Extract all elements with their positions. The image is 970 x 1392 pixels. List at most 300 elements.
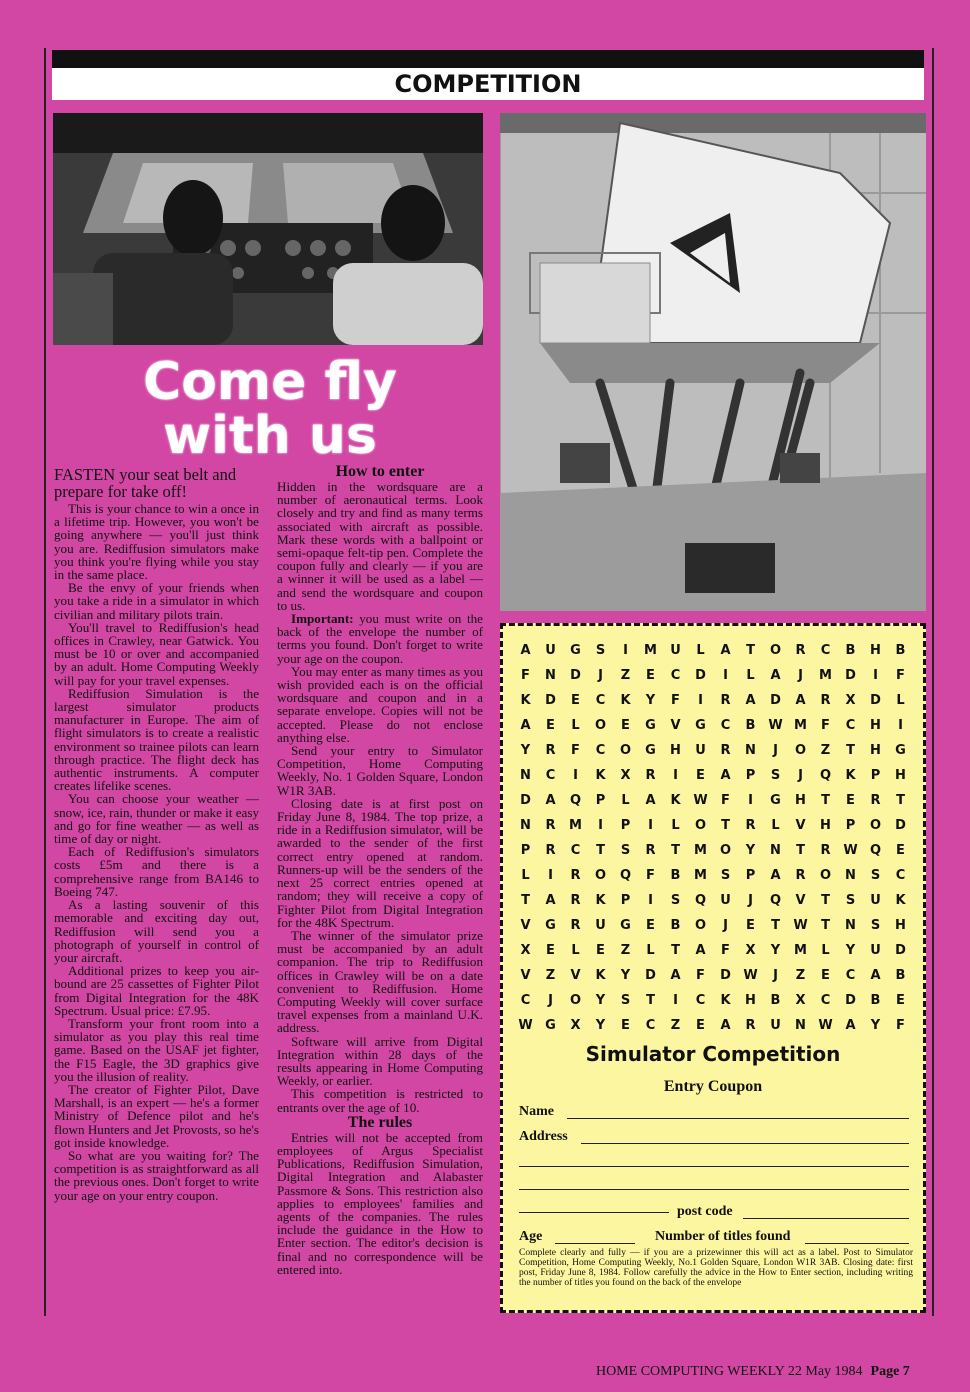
wordsquare-cell[interactable]: Z bbox=[795, 968, 806, 983]
wordsquare-cell[interactable]: F bbox=[896, 668, 905, 683]
wordsquare-cell[interactable]: G bbox=[695, 718, 706, 733]
wordsquare-cell[interactable]: C bbox=[570, 843, 581, 858]
wordsquare-cell[interactable]: S bbox=[720, 868, 731, 883]
wordsquare-cell[interactable]: E bbox=[621, 718, 630, 733]
body-paragraph: Entries will not be accepted from employees of Argus Specialist Publications, Rediffusion Simulation, Digital Integration and Alabaster Passmore & Sons. This restriction also applies to employees' families and agents of the companies. The rules include the guidance in the How to Enter section. The editor's decision is final and no correspondence will be entered into. bbox=[277, 1129, 483, 1277]
wordsquare-cell[interactable]: T bbox=[671, 843, 680, 858]
wordsquare-cell[interactable]: I bbox=[648, 818, 653, 833]
important-paragraph bbox=[277, 612, 483, 665]
wordsquare-cell[interactable]: K bbox=[895, 893, 906, 908]
wordsquare-cell[interactable]: F bbox=[821, 718, 830, 733]
wordsquare-cell[interactable]: X bbox=[745, 943, 756, 958]
wordsquare-cell[interactable]: R bbox=[645, 843, 656, 858]
wordsquare-cell[interactable]: H bbox=[795, 793, 806, 808]
wordsquare-cell[interactable]: L bbox=[821, 943, 830, 958]
wordsquare-cell[interactable]: L bbox=[671, 818, 680, 833]
wordsquare-cell[interactable]: O bbox=[819, 868, 832, 883]
titles-found-label: Number of titles found bbox=[655, 1229, 791, 1244]
wordsquare-cell[interactable]: C bbox=[645, 1018, 656, 1033]
publication-line: HOME COMPUTING WEEKLY 22 May 1984 bbox=[596, 1364, 863, 1379]
wordsquare-cell[interactable]: N bbox=[545, 668, 556, 683]
wordsquare-cell[interactable]: R bbox=[795, 643, 806, 658]
wordsquare-cell[interactable]: U bbox=[595, 918, 606, 933]
wordsquare-cell[interactable]: V bbox=[795, 818, 806, 833]
wordsquare-cell[interactable]: R bbox=[795, 868, 806, 883]
wordsquare-row bbox=[513, 863, 913, 888]
wordsquare-cell[interactable]: E bbox=[896, 993, 905, 1008]
wordsquare-cell[interactable]: R bbox=[570, 918, 581, 933]
wordsquare-cell[interactable]: K bbox=[720, 993, 731, 1008]
wordsquare-cell[interactable]: I bbox=[548, 868, 553, 883]
wordsquare-cell[interactable]: E bbox=[846, 793, 855, 808]
wordsquare-cell[interactable]: O bbox=[569, 993, 582, 1008]
wordsquare-cell[interactable]: O bbox=[694, 818, 707, 833]
wordsquare-cell[interactable]: I bbox=[623, 643, 628, 658]
wordsquare-cell[interactable]: V bbox=[520, 968, 531, 983]
wordsquare-cell[interactable]: F bbox=[696, 968, 705, 983]
wordsquare-cell[interactable]: Z bbox=[820, 743, 831, 758]
address-label: Address bbox=[519, 1129, 568, 1144]
wordsquare-cell[interactable]: K bbox=[595, 968, 606, 983]
wordsquare-cell[interactable]: O bbox=[869, 818, 882, 833]
wordsquare-cell[interactable]: I bbox=[873, 668, 878, 683]
wordsquare-cell[interactable]: D bbox=[570, 668, 581, 683]
wordsquare-cell[interactable]: Q bbox=[619, 868, 632, 883]
wordsquare-cell[interactable]: Y bbox=[595, 1018, 606, 1033]
wordsquare-cell[interactable]: N bbox=[845, 868, 856, 883]
wordsquare-cell[interactable]: K bbox=[620, 693, 631, 708]
wordsquare-cell[interactable]: T bbox=[771, 918, 780, 933]
wordsquare-cell[interactable]: L bbox=[746, 668, 755, 683]
wordsquare-cell[interactable]: E bbox=[646, 668, 655, 683]
wordsquare-cell[interactable]: U bbox=[720, 893, 731, 908]
wordsquare-cell[interactable]: B bbox=[670, 868, 681, 883]
wordsquare-cell[interactable]: B bbox=[870, 993, 881, 1008]
body-paragraph: You can choose your weather — snow, ice, rain, thunder or make it easy and go for fine weather — as well as time of day or night. bbox=[54, 791, 259, 847]
wordsquare-row bbox=[513, 738, 913, 763]
wordsquare-cell[interactable]: B bbox=[895, 643, 906, 658]
wordsquare-cell[interactable]: P bbox=[745, 768, 756, 783]
wordsquare-cell[interactable]: O bbox=[719, 843, 732, 858]
wordsquare-cell[interactable]: P bbox=[620, 893, 631, 908]
wordsquare-cell[interactable]: I bbox=[748, 793, 753, 808]
body-paragraph: Send your entry to Simulator Competition, Home Computing Weekly, No. 1 Golden Square, London W1R 3AB. bbox=[277, 743, 483, 798]
wordsquare-cell[interactable]: A bbox=[720, 1018, 731, 1033]
wordsquare-cell[interactable]: M bbox=[694, 843, 707, 858]
wordsquare-cell[interactable]: Y bbox=[745, 843, 756, 858]
wordsquare-cell[interactable]: K bbox=[520, 693, 531, 708]
wordsquare-cell[interactable]: T bbox=[896, 793, 905, 808]
header-bar bbox=[52, 50, 924, 68]
wordsquare-cell[interactable]: K bbox=[845, 768, 856, 783]
wordsquare-row bbox=[513, 813, 913, 838]
wordsquare-cell[interactable]: M bbox=[794, 943, 807, 958]
wordsquare-cell[interactable]: S bbox=[770, 768, 781, 783]
wordsquare-row bbox=[513, 688, 913, 713]
wordsquare-cell[interactable]: Q bbox=[769, 893, 782, 908]
wordsquare-cell[interactable]: O bbox=[694, 918, 707, 933]
wordsquare-cell[interactable]: W bbox=[843, 843, 858, 858]
titles-found-field[interactable] bbox=[805, 1243, 909, 1244]
wordsquare-cell[interactable]: N bbox=[770, 843, 781, 858]
wordsquare-cell[interactable]: U bbox=[695, 743, 706, 758]
wordsquare-cell[interactable]: V bbox=[570, 968, 581, 983]
wordsquare-cell[interactable]: D bbox=[895, 818, 906, 833]
wordsquare-cell[interactable]: Z bbox=[670, 1018, 681, 1033]
wordsquare-cell[interactable]: F bbox=[896, 1018, 905, 1033]
wordsquare-cell[interactable]: L bbox=[646, 943, 655, 958]
wordsquare-cell[interactable]: T bbox=[821, 893, 830, 908]
wordsquare-cell[interactable]: R bbox=[570, 868, 581, 883]
wordsquare-cell[interactable]: M bbox=[794, 718, 807, 733]
wordsquare-cell[interactable]: D bbox=[520, 793, 531, 808]
body-paragraph: Hidden in the wordsquare are a number of aeronautical terms. Look closely and try and find as many terms associated with aircraft as possible. Mark these words with a ballpoint or semi-opaque felt-tip pen. Complete the coupon fully and clearly — if you are a winner it will be used as a label — and send the wordsquare and coupon to us. bbox=[277, 479, 483, 613]
wordsquare-cell[interactable]: G bbox=[570, 643, 581, 658]
wordsquare-cell[interactable]: N bbox=[795, 1018, 806, 1033]
wordsquare-grid[interactable] bbox=[513, 638, 913, 1038]
wordsquare-cell[interactable]: O bbox=[594, 718, 607, 733]
wordsquare-cell[interactable]: P bbox=[870, 768, 881, 783]
body-paragraph: Closing date is at first post on Friday June 8, 1984. The top prize, a ride in a Rediffusion simulator, will be awarded to the sender of the first correct entry opened at random. Runners-up will be the senders of the next 25 correct entries opened at random; they will receive a copy of Fighter Pilot from Digital Integration for the 48K Spectrum. bbox=[277, 795, 483, 930]
age-field[interactable] bbox=[555, 1243, 635, 1244]
wordsquare-cell[interactable]: D bbox=[645, 968, 656, 983]
wordsquare-cell[interactable]: O bbox=[794, 743, 807, 758]
wordsquare-cell[interactable]: C bbox=[520, 993, 531, 1008]
wordsquare-cell[interactable]: I bbox=[673, 993, 678, 1008]
wordsquare-cell[interactable]: J bbox=[598, 668, 603, 683]
wordsquare-cell[interactable]: R bbox=[745, 818, 756, 833]
wordsquare-cell[interactable]: L bbox=[571, 718, 580, 733]
wordsquare-cell[interactable]: D bbox=[845, 993, 856, 1008]
address-field-line-3[interactable] bbox=[519, 1189, 909, 1190]
wordsquare-cell[interactable]: U bbox=[870, 943, 881, 958]
wordsquare-cell[interactable]: A bbox=[545, 893, 556, 908]
wordsquare-cell[interactable]: D bbox=[770, 693, 781, 708]
wordsquare-cell[interactable]: G bbox=[645, 743, 656, 758]
wordsquare-cell[interactable]: A bbox=[720, 643, 731, 658]
wordsquare-cell[interactable]: S bbox=[670, 893, 681, 908]
wordsquare-cell[interactable]: E bbox=[621, 1018, 630, 1033]
wordsquare-cell[interactable]: B bbox=[895, 968, 906, 983]
wordsquare-cell[interactable]: C bbox=[845, 968, 856, 983]
important-label: Important: bbox=[291, 611, 354, 627]
wordsquare-cell[interactable]: F bbox=[521, 668, 530, 683]
wordsquare-cell[interactable]: L bbox=[521, 868, 530, 883]
wordsquare-cell[interactable]: R bbox=[570, 893, 581, 908]
wordsquare-cell[interactable]: D bbox=[695, 668, 706, 683]
wordsquare-cell[interactable]: A bbox=[520, 643, 531, 658]
wordsquare-cell[interactable]: Q bbox=[819, 768, 832, 783]
wordsquare-cell[interactable]: F bbox=[721, 943, 730, 958]
wordsquare-cell[interactable]: G bbox=[545, 1018, 556, 1033]
wordsquare-cell[interactable]: F bbox=[646, 868, 655, 883]
wordsquare-cell[interactable]: E bbox=[896, 843, 905, 858]
wordsquare-cell[interactable]: B bbox=[770, 993, 781, 1008]
wordsquare-cell[interactable]: A bbox=[545, 793, 556, 808]
body-paragraph: So what are you waiting for? The competition is as straightforward as all the previous ones. Don't forget to write your age on your entry coupon. bbox=[54, 1147, 259, 1203]
wordsquare-cell[interactable]: F bbox=[671, 693, 680, 708]
wordsquare-cell[interactable]: Q bbox=[569, 793, 582, 808]
wordsquare-cell[interactable]: C bbox=[895, 868, 906, 883]
wordsquare-cell[interactable]: C bbox=[720, 718, 731, 733]
wordsquare-cell[interactable]: X bbox=[620, 768, 631, 783]
wordsquare-cell[interactable]: C bbox=[545, 768, 556, 783]
wordsquare-cell[interactable]: A bbox=[870, 968, 881, 983]
wordsquare-cell[interactable]: I bbox=[573, 768, 578, 783]
wordsquare-cell[interactable]: D bbox=[545, 693, 556, 708]
wordsquare-cell[interactable]: D bbox=[720, 968, 731, 983]
wordsquare-cell[interactable]: E bbox=[546, 943, 555, 958]
wordsquare-cell[interactable]: V bbox=[670, 718, 681, 733]
wordsquare-cell[interactable]: G bbox=[545, 918, 556, 933]
wordsquare-cell[interactable]: R bbox=[720, 693, 731, 708]
wordsquare-cell[interactable]: A bbox=[520, 718, 531, 733]
article-lead: FASTEN your seat belt and prepare for take off! bbox=[54, 465, 237, 501]
wordsquare-cell[interactable]: J bbox=[748, 893, 753, 908]
important-text: you must write on the back of the envelope the number of terms you found. Don't forget to write your age on the coupon. bbox=[277, 611, 483, 666]
wordsquare-cell[interactable]: H bbox=[895, 918, 906, 933]
wordsquare-cell[interactable]: T bbox=[796, 843, 805, 858]
wordsquare-cell[interactable]: J bbox=[798, 768, 803, 783]
wordsquare-cell[interactable]: U bbox=[770, 1018, 781, 1033]
wordsquare-cell[interactable]: M bbox=[644, 643, 657, 658]
wordsquare-cell[interactable]: H bbox=[870, 743, 881, 758]
wordsquare-cell[interactable]: C bbox=[820, 993, 831, 1008]
wordsquare-cell[interactable]: R bbox=[870, 793, 881, 808]
wordsquare-cell[interactable]: R bbox=[545, 818, 556, 833]
wordsquare-cell[interactable]: S bbox=[595, 643, 606, 658]
wordsquare-cell[interactable]: E bbox=[571, 693, 580, 708]
wordsquare-cell[interactable]: F bbox=[721, 793, 730, 808]
wordsquare-cell[interactable]: P bbox=[520, 843, 531, 858]
wordsquare-cell[interactable]: C bbox=[695, 993, 706, 1008]
wordsquare-cell[interactable]: K bbox=[670, 793, 681, 808]
name-field[interactable] bbox=[567, 1118, 909, 1119]
wordsquare-cell[interactable]: G bbox=[620, 918, 631, 933]
body-paragraph: As a lasting souvenir of this memorable and exciting day out, Rediffusion will send you a photograph of yourself in control of your aircraft. bbox=[54, 897, 259, 965]
wordsquare-cell[interactable]: W bbox=[518, 1018, 533, 1033]
wordsquare-cell[interactable]: A bbox=[720, 768, 731, 783]
wordsquare-row bbox=[513, 913, 913, 938]
wordsquare-cell[interactable]: T bbox=[671, 943, 680, 958]
wordsquare-cell[interactable]: C bbox=[670, 668, 681, 683]
wordsquare-cell[interactable]: J bbox=[723, 918, 728, 933]
wordsquare-cell[interactable]: T bbox=[821, 918, 830, 933]
wordsquare-cell[interactable]: T bbox=[746, 643, 755, 658]
wordsquare-cell[interactable]: L bbox=[896, 693, 905, 708]
wordsquare-cell[interactable]: E bbox=[596, 943, 605, 958]
wordsquare-cell[interactable]: S bbox=[870, 868, 881, 883]
wordsquare-cell[interactable]: T bbox=[721, 818, 730, 833]
wordsquare-cell[interactable]: V bbox=[795, 893, 806, 908]
article-column-1 bbox=[54, 466, 259, 1202]
wordsquare-cell[interactable]: Z bbox=[620, 943, 631, 958]
wordsquare-cell[interactable]: X bbox=[570, 1018, 581, 1033]
wordsquare-cell[interactable]: M bbox=[569, 818, 582, 833]
body-paragraph: The winner of the simulator prize must be accompanied by an adult companion. The trip to Rediffusion offices in Crawley will be on a date convenient to Rediffusion. Home Computing Weekly will cover surface travel expenses from a mainland U.K. address. bbox=[277, 927, 483, 1036]
wordsquare-cell[interactable]: M bbox=[819, 668, 832, 683]
wordsquare-cell[interactable]: U bbox=[870, 893, 881, 908]
wordsquare-cell[interactable]: C bbox=[820, 643, 831, 658]
wordsquare-cell[interactable]: R bbox=[645, 768, 656, 783]
coupon-title: Simulator Competition bbox=[585, 1042, 841, 1066]
wordsquare-cell[interactable]: E bbox=[546, 718, 555, 733]
wordsquare-cell[interactable]: H bbox=[870, 643, 881, 658]
wordsquare-cell[interactable]: D bbox=[895, 943, 906, 958]
wordsquare-cell[interactable]: Y bbox=[845, 943, 856, 958]
wordsquare-cell[interactable]: Q bbox=[694, 893, 707, 908]
wordsquare-cell[interactable]: Y bbox=[620, 968, 631, 983]
body-paragraph: This is your chance to win a once in a lifetime trip. However, you won't be going anywhere — you'll just think you are. Rediffusion simulators make you think you're flying while you stay in the same place. bbox=[54, 501, 259, 583]
wordsquare-cell[interactable]: P bbox=[620, 818, 631, 833]
wordsquare-cell[interactable]: S bbox=[620, 843, 631, 858]
wordsquare-cell[interactable]: A bbox=[670, 968, 681, 983]
page-frame-right bbox=[932, 48, 934, 1316]
body-paragraph: Be the envy of your friends when you take a ride in a simulator in which civilian and military pilots train. bbox=[54, 580, 259, 622]
wordsquare-cell[interactable]: Y bbox=[645, 693, 656, 708]
wordsquare-cell[interactable]: L bbox=[571, 943, 580, 958]
wordsquare-cell[interactable]: U bbox=[545, 643, 556, 658]
wordsquare-cell[interactable]: U bbox=[670, 643, 681, 658]
wordsquare-cell[interactable]: A bbox=[795, 693, 806, 708]
wordsquare-cell[interactable]: J bbox=[773, 743, 778, 758]
wordsquare-cell[interactable]: L bbox=[621, 793, 630, 808]
wordsquare-cell[interactable]: I bbox=[598, 818, 603, 833]
wordsquare-cell[interactable]: R bbox=[820, 693, 831, 708]
wordsquare-cell[interactable]: H bbox=[895, 768, 906, 783]
wordsquare-cell[interactable]: K bbox=[595, 768, 606, 783]
wordsquare-cell[interactable]: F bbox=[571, 743, 580, 758]
wordsquare-cell[interactable]: C bbox=[595, 693, 606, 708]
wordsquare-cell[interactable]: V bbox=[520, 918, 531, 933]
wordsquare-cell[interactable]: J bbox=[773, 968, 778, 983]
page-number: Page 7 bbox=[870, 1364, 910, 1379]
wordsquare-cell[interactable]: Z bbox=[545, 968, 556, 983]
wordsquare-cell[interactable]: A bbox=[845, 1018, 856, 1033]
wordsquare-cell[interactable]: J bbox=[798, 668, 803, 683]
wordsquare-cell[interactable]: R bbox=[745, 1018, 756, 1033]
wordsquare-row bbox=[513, 838, 913, 863]
wordsquare-cell[interactable]: I bbox=[673, 768, 678, 783]
wordsquare-cell[interactable]: O bbox=[594, 868, 607, 883]
wordsquare-cell[interactable]: A bbox=[770, 668, 781, 683]
wordsquare-cell[interactable]: G bbox=[645, 718, 656, 733]
wordsquare-cell[interactable]: T bbox=[596, 843, 605, 858]
wordsquare-cell[interactable]: W bbox=[743, 968, 758, 983]
wordsquare-cell[interactable]: P bbox=[595, 793, 606, 808]
body-paragraph: You may enter as many times as you wish provided each is on the official wordsquare and coupon and in a separate envelope. Copies will not be accepted. Please do not enclose anything else. bbox=[277, 663, 483, 745]
wordsquare-cell[interactable]: J bbox=[548, 993, 553, 1008]
wordsquare-cell[interactable]: X bbox=[520, 943, 531, 958]
wordsquare-cell[interactable]: L bbox=[696, 643, 705, 658]
section-header: COMPETITION bbox=[52, 68, 924, 100]
wordsquare-cell[interactable]: H bbox=[670, 743, 681, 758]
wordsquare-cell[interactable]: G bbox=[895, 743, 906, 758]
wordsquare-cell[interactable]: C bbox=[845, 718, 856, 733]
wordsquare-cell[interactable]: I bbox=[898, 718, 903, 733]
wordsquare-cell[interactable]: R bbox=[545, 743, 556, 758]
wordsquare-cell[interactable]: O bbox=[619, 743, 632, 758]
wordsquare-cell[interactable]: H bbox=[870, 718, 881, 733]
wordsquare-cell[interactable]: X bbox=[845, 693, 856, 708]
wordsquare-cell[interactable]: E bbox=[821, 968, 830, 983]
postcode-field[interactable] bbox=[743, 1218, 909, 1219]
wordsquare-cell[interactable]: E bbox=[646, 918, 655, 933]
wordsquare-cell[interactable]: H bbox=[820, 818, 831, 833]
wordsquare-cell[interactable]: D bbox=[845, 668, 856, 683]
wordsquare-cell[interactable]: R bbox=[820, 843, 831, 858]
wordsquare-row bbox=[513, 963, 913, 988]
wordsquare-cell[interactable]: B bbox=[745, 718, 756, 733]
wordsquare-cell[interactable]: Y bbox=[520, 743, 531, 758]
wordsquare-cell[interactable]: L bbox=[771, 818, 780, 833]
wordsquare-cell[interactable]: D bbox=[870, 693, 881, 708]
wordsquare-cell[interactable]: T bbox=[846, 743, 855, 758]
wordsquare-cell[interactable]: W bbox=[693, 793, 708, 808]
wordsquare-cell[interactable]: R bbox=[720, 743, 731, 758]
wordsquare-cell[interactable]: X bbox=[795, 993, 806, 1008]
address-field-line-1[interactable] bbox=[581, 1143, 909, 1144]
address-field-line-4[interactable] bbox=[519, 1212, 669, 1213]
rules-heading: The rules bbox=[347, 1113, 413, 1131]
wordsquare-cell[interactable]: Y bbox=[770, 943, 781, 958]
wordsquare-cell[interactable]: P bbox=[745, 868, 756, 883]
wordsquare-cell[interactable]: R bbox=[545, 843, 556, 858]
wordsquare-cell[interactable]: Y bbox=[595, 993, 606, 1008]
wordsquare-cell[interactable]: P bbox=[845, 818, 856, 833]
wordsquare-cell[interactable]: N bbox=[845, 918, 856, 933]
wordsquare-cell[interactable]: A bbox=[745, 693, 756, 708]
wordsquare-cell[interactable]: W bbox=[768, 718, 783, 733]
wordsquare-cell[interactable]: T bbox=[821, 793, 830, 808]
wordsquare-cell[interactable]: E bbox=[696, 768, 705, 783]
wordsquare-cell[interactable]: E bbox=[696, 1018, 705, 1033]
wordsquare-cell[interactable]: G bbox=[770, 793, 781, 808]
wordsquare-cell[interactable]: M bbox=[694, 868, 707, 883]
wordsquare-row bbox=[513, 788, 913, 813]
wordsquare-cell[interactable]: O bbox=[769, 643, 782, 658]
wordsquare-cell[interactable]: S bbox=[845, 893, 856, 908]
cockpit-photo bbox=[53, 113, 483, 345]
wordsquare-cell[interactable]: Q bbox=[869, 843, 882, 858]
wordsquare-cell[interactable]: T bbox=[521, 893, 530, 908]
wordsquare-cell[interactable]: A bbox=[645, 793, 656, 808]
wordsquare-cell[interactable]: T bbox=[646, 993, 655, 1008]
wordsquare-cell[interactable]: A bbox=[770, 868, 781, 883]
wordsquare-cell[interactable]: H bbox=[745, 993, 756, 1008]
address-field-line-2[interactable] bbox=[519, 1166, 909, 1167]
wordsquare-cell[interactable]: W bbox=[793, 918, 808, 933]
wordsquare-cell[interactable]: W bbox=[818, 1018, 833, 1033]
wordsquare-cell[interactable]: B bbox=[670, 918, 681, 933]
wordsquare-cell[interactable]: N bbox=[520, 818, 531, 833]
wordsquare-cell[interactable]: I bbox=[723, 668, 728, 683]
wordsquare-cell[interactable]: B bbox=[845, 643, 856, 658]
wordsquare-cell[interactable]: I bbox=[648, 893, 653, 908]
wordsquare-cell[interactable]: Z bbox=[620, 668, 631, 683]
wordsquare-cell[interactable]: A bbox=[695, 943, 706, 958]
body-paragraph: You'll travel to Rediffusion's head offices in Crawley, near Gatwick. You must be 10 or over and accompanied by an adult. Home Computing Weekly will pay for your travel expenses. bbox=[54, 619, 259, 688]
wordsquare-cell[interactable]: S bbox=[620, 993, 631, 1008]
wordsquare-cell[interactable]: I bbox=[698, 693, 703, 708]
wordsquare-cell[interactable]: N bbox=[745, 743, 756, 758]
wordsquare-cell[interactable]: S bbox=[870, 918, 881, 933]
wordsquare-cell[interactable]: E bbox=[746, 918, 755, 933]
wordsquare-cell[interactable]: N bbox=[520, 768, 531, 783]
wordsquare-cell[interactable]: Y bbox=[870, 1018, 881, 1033]
wordsquare-cell[interactable]: C bbox=[595, 743, 606, 758]
wordsquare-cell[interactable]: K bbox=[595, 893, 606, 908]
